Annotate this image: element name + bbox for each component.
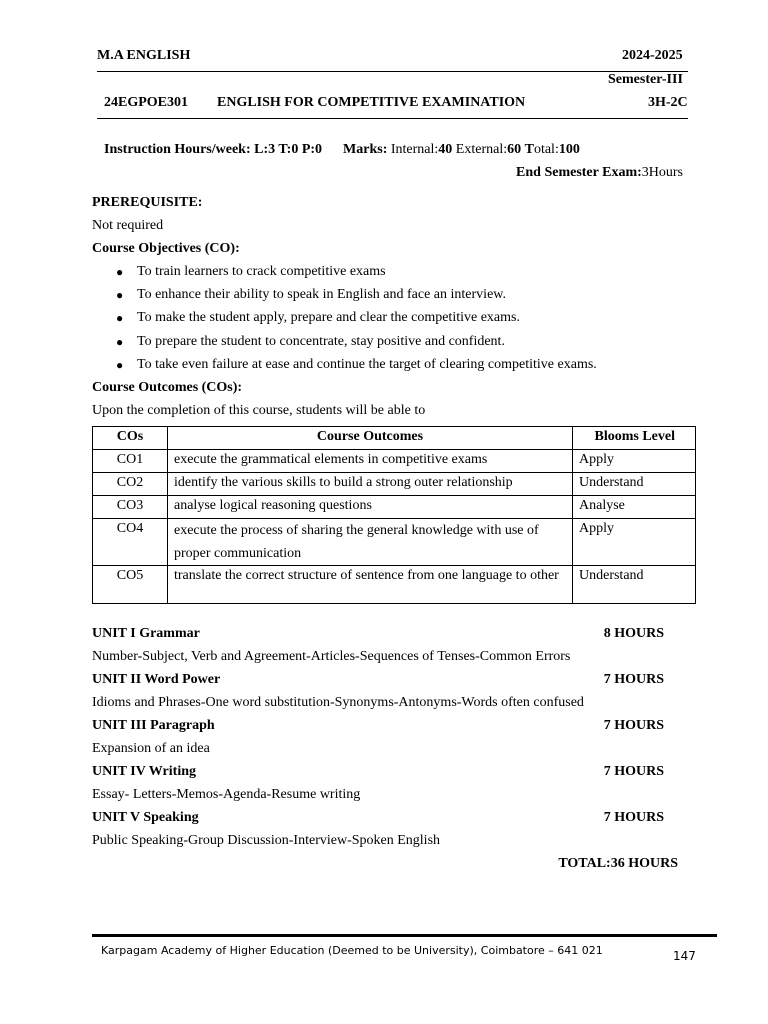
bullet-icon: ● <box>116 288 124 303</box>
unit-title: UNIT III Paragraph <box>92 718 215 733</box>
external-value: 60 <box>507 142 522 157</box>
co-code: CO5 <box>93 566 168 604</box>
table-row <box>93 496 696 519</box>
course-title: ENGLISH FOR COMPETITIVE EXAMINATION <box>217 95 526 110</box>
program-name: M.A ENGLISH <box>97 48 191 63</box>
header-rule-bottom <box>97 118 688 119</box>
external-label: External: <box>455 142 508 157</box>
instruction-line <box>104 142 580 158</box>
total-value: 100 <box>558 142 580 157</box>
marks-label: Marks: <box>343 142 388 157</box>
exam-value: 3Hours <box>641 165 683 180</box>
bullet-icon: ● <box>116 334 124 349</box>
co-outcome: analyse logical reasoning questions <box>168 496 573 519</box>
objectives-list <box>116 262 597 378</box>
objective-item <box>116 355 597 378</box>
unit-heading <box>92 764 664 780</box>
table-row <box>93 473 696 496</box>
objective-text: To train learners to crack competitive exams <box>137 264 386 279</box>
unit-content: Essay- Letters-Memos-Agenda-Resume writing <box>92 787 361 802</box>
outcomes-intro: Upon the completion of this course, students will be able to <box>92 403 426 418</box>
outcomes-table <box>92 426 696 604</box>
exam-duration <box>516 165 683 181</box>
prerequisite-heading: PREREQUISITE: <box>92 195 203 210</box>
header-rule-top <box>97 71 688 72</box>
page-number: 147 <box>673 949 696 963</box>
unit-heading <box>92 718 664 734</box>
table-row <box>93 566 696 604</box>
table-header-row <box>93 427 696 450</box>
unit-heading <box>92 810 664 826</box>
column-header: Blooms Level <box>573 427 696 450</box>
co-outcome: identify the various skills to build a strong outer relationship <box>168 473 573 496</box>
internal-label: Internal: <box>390 142 439 157</box>
footer-institution: Karpagam Academy of Higher Education (Deemed to be University), Coimbatore – 641 021 <box>101 944 603 957</box>
unit-hours: 8 HOURS <box>603 626 664 641</box>
instruction-hours: Instruction Hours/week: L:3 T:0 P:0 <box>104 142 323 157</box>
co-level: Apply <box>573 450 696 473</box>
objectives-heading: Course Objectives (CO): <box>92 241 240 256</box>
co-code: CO2 <box>93 473 168 496</box>
unit-content: Public Speaking-Group Discussion-Interview-Spoken English <box>92 833 441 848</box>
unit-hours: 7 HOURS <box>603 764 664 779</box>
table-row <box>93 519 696 566</box>
unit-heading <box>92 626 664 642</box>
bullet-icon: ● <box>116 265 124 279</box>
exam-label: End Semester Exam: <box>516 165 642 180</box>
co-level: Understand <box>573 473 696 496</box>
unit-title: UNIT IV Writing <box>92 764 196 779</box>
total-label: otal: <box>533 142 559 157</box>
objective-text: To enhance their ability to speak in English and face an interview. <box>137 287 506 303</box>
table-row <box>93 450 696 473</box>
semester-label: Semester-III <box>608 72 683 87</box>
course-code: 24EGPOE301 <box>104 95 189 110</box>
unit-title: UNIT I Grammar <box>92 626 200 641</box>
unit-content: Number-Subject, Verb and Agreement-Articles-Sequences of Tenses-Common Errors <box>92 649 571 664</box>
co-outcome: execute the process of sharing the general knowledge with use of proper communication <box>168 519 573 566</box>
objective-item <box>116 262 597 285</box>
co-level: Understand <box>573 566 696 604</box>
unit-content: Expansion of an idea <box>92 741 210 756</box>
unit-content: Idioms and Phrases-One word substitution-Synonyms-Antonyms-Words often confused <box>92 695 584 710</box>
objective-item <box>116 308 597 331</box>
co-code: CO1 <box>93 450 168 473</box>
unit-title: UNIT II Word Power <box>92 672 221 687</box>
unit-hours: 7 HOURS <box>603 718 664 733</box>
footer-rule <box>92 934 717 937</box>
bullet-icon: ● <box>116 311 124 326</box>
total-t: T <box>524 142 534 157</box>
co-code: CO3 <box>93 496 168 519</box>
outcomes-heading: Course Outcomes (COs): <box>92 380 243 395</box>
bullet-icon: ● <box>116 357 124 372</box>
unit-hours: 7 HOURS <box>603 672 664 687</box>
objective-text: To take even failure at ease and continue the target of clearing competitive exams. <box>137 356 597 372</box>
objective-item <box>116 332 597 355</box>
unit-hours: 7 HOURS <box>603 810 664 825</box>
academic-year: 2024-2025 <box>622 48 683 63</box>
unit-title: UNIT V Speaking <box>92 810 199 825</box>
co-code: CO4 <box>93 519 168 566</box>
objective-text: To prepare the student to concentrate, stay positive and confident. <box>137 333 505 349</box>
total-hours: TOTAL:36 HOURS <box>558 856 678 871</box>
co-level: Analyse <box>573 496 696 519</box>
column-header: Course Outcomes <box>168 427 573 450</box>
objective-item <box>116 285 597 308</box>
unit-heading <box>92 672 664 688</box>
internal-value: 40 <box>438 142 453 157</box>
co-outcome: execute the grammatical elements in competitive exams <box>168 450 573 473</box>
objective-text: To make the student apply, prepare and clear the competitive exams. <box>137 310 520 326</box>
course-credits: 3H-2C <box>648 95 688 110</box>
co-level: Apply <box>573 519 696 566</box>
co-outcome: translate the correct structure of sentence from one language to other <box>168 566 573 604</box>
prerequisite-text: Not required <box>92 218 164 233</box>
column-header: COs <box>93 427 168 450</box>
